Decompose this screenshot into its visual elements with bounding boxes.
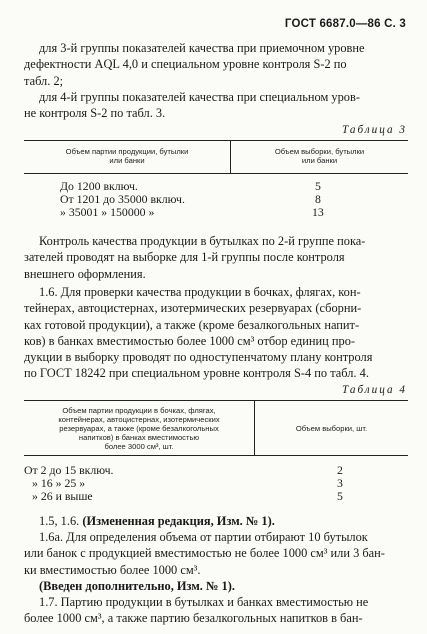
text-line: для 4-й группы показателей качества при специальном уров- [39,89,360,104]
clause-1-5-1-6-note [24,513,408,529]
clause-1-6a-paragraph [24,529,408,594]
header-line: Объем партии продукции, бутылки [65,147,189,156]
table3-row-sample: 13 [312,205,324,219]
table4-col2-header [255,424,408,433]
table3-row-range: От 1201 до 35000 включ. [60,192,185,206]
control-paragraph [24,233,408,282]
table4-row-sample: 3 [337,476,343,490]
text-line: внешнего оформления. [24,266,146,281]
table4-header-rule [24,455,408,456]
text-line: дефектности AQL 4,0 и специальном уровне контроля S-2 по [24,57,347,72]
table3-header-rule [24,173,408,174]
amendment-note: (Измененная редакция, Изм. № 1). [82,514,275,528]
table3-caption: Таблица 3 [342,124,407,136]
text-line: ках готовой продукции), а также (кроме безалкогольных напит- [24,317,360,332]
text-line: дукции в выборку проводят по одноступенчатому плану контроля [24,350,373,365]
table3-row-range: » 35001 » 150000 » [60,205,155,219]
text-line: или банок с продукцией вместимостью не более 1000 см³ или 3 бан- [24,546,385,561]
text-line: более 1000 см³, а также партию безалкогольных напитков в бан- [24,611,363,626]
text-line [24,513,408,529]
table3-col2-header [231,147,408,165]
table3-top-rule [24,140,408,141]
table3-row-sample: 5 [315,179,321,193]
table3-row-sample: 8 [315,192,321,206]
page-header: ГОСТ 6687.0—86 С. 3 [284,18,406,30]
table4-caption: Таблица 4 [342,384,407,396]
header-line: Объем выборки, шт. [295,424,368,433]
text-line: по ГОСТ 18242 при специальном уровне контроля S-4 по табл. 4. [24,366,369,381]
header-line: или банки [109,156,145,165]
amendment-note: (Введен дополнительно, Изм. № 1). [39,578,235,593]
text-line: не контроля S-2 по табл. 3. [24,106,166,121]
text-line: 1.6а. Для определения объема от партии отбирают 10 бутылок [39,530,368,544]
header-line: Объем партии продукции в бочках, флягах, [62,406,216,415]
table4-row-sample: 5 [337,489,343,503]
header-line: более 3000 см³, шт. [104,442,174,451]
table4-col1-header [24,406,254,451]
header-line: напитков) в банках вместимостью [78,433,200,442]
table4-row-range: От 2 до 15 включ. [24,463,114,477]
intro-paragraph [24,40,408,121]
text-line: 1.7. Партию продукции в бутылках и банках вместимостью не [39,595,369,609]
header-line: Объем выборки, бутылки [274,147,365,156]
header-line: или банки [301,156,338,165]
table4-row-sample: 2 [337,463,343,477]
clause-1-6-paragraph [24,284,408,382]
table4-row-range: » 16 » 25 » [32,476,86,490]
header-line: контейнерах, автоцистернах, изотермических [58,415,220,424]
text-line: табл. 2; [24,73,64,88]
clause-1-7-paragraph [24,594,408,627]
table4-top-rule [24,400,408,401]
text-line: 1.6. Для проверки качества продукции в бочках, флягах, кон- [39,285,361,299]
table3-col1-header [24,147,230,165]
text-line: тейнерах, автоцистернах, изотермических резервуарах (сборни- [24,301,362,316]
header-line: резервуарах, а также (кроме безалкогольных [59,424,219,433]
text-line: ков) в банках вместимостью более 1000 см³ отбор единиц про- [24,333,356,348]
table3-row-range: До 1200 включ. [60,179,138,193]
text-line: ки вместимостью более 1000 см³. [24,562,201,577]
text-line: зателей проводят на выборке для 1-й группы после контроля [24,250,345,265]
text-line: для 3-й группы показателей качества при приемочном уровне [39,41,365,55]
table4-row-range: » 26 и выше [32,489,93,503]
clause-number: 1.5, 1.6. [39,514,83,528]
text-line: Контроль качества продукции в бутылках по 2-й группе пока- [39,234,366,248]
